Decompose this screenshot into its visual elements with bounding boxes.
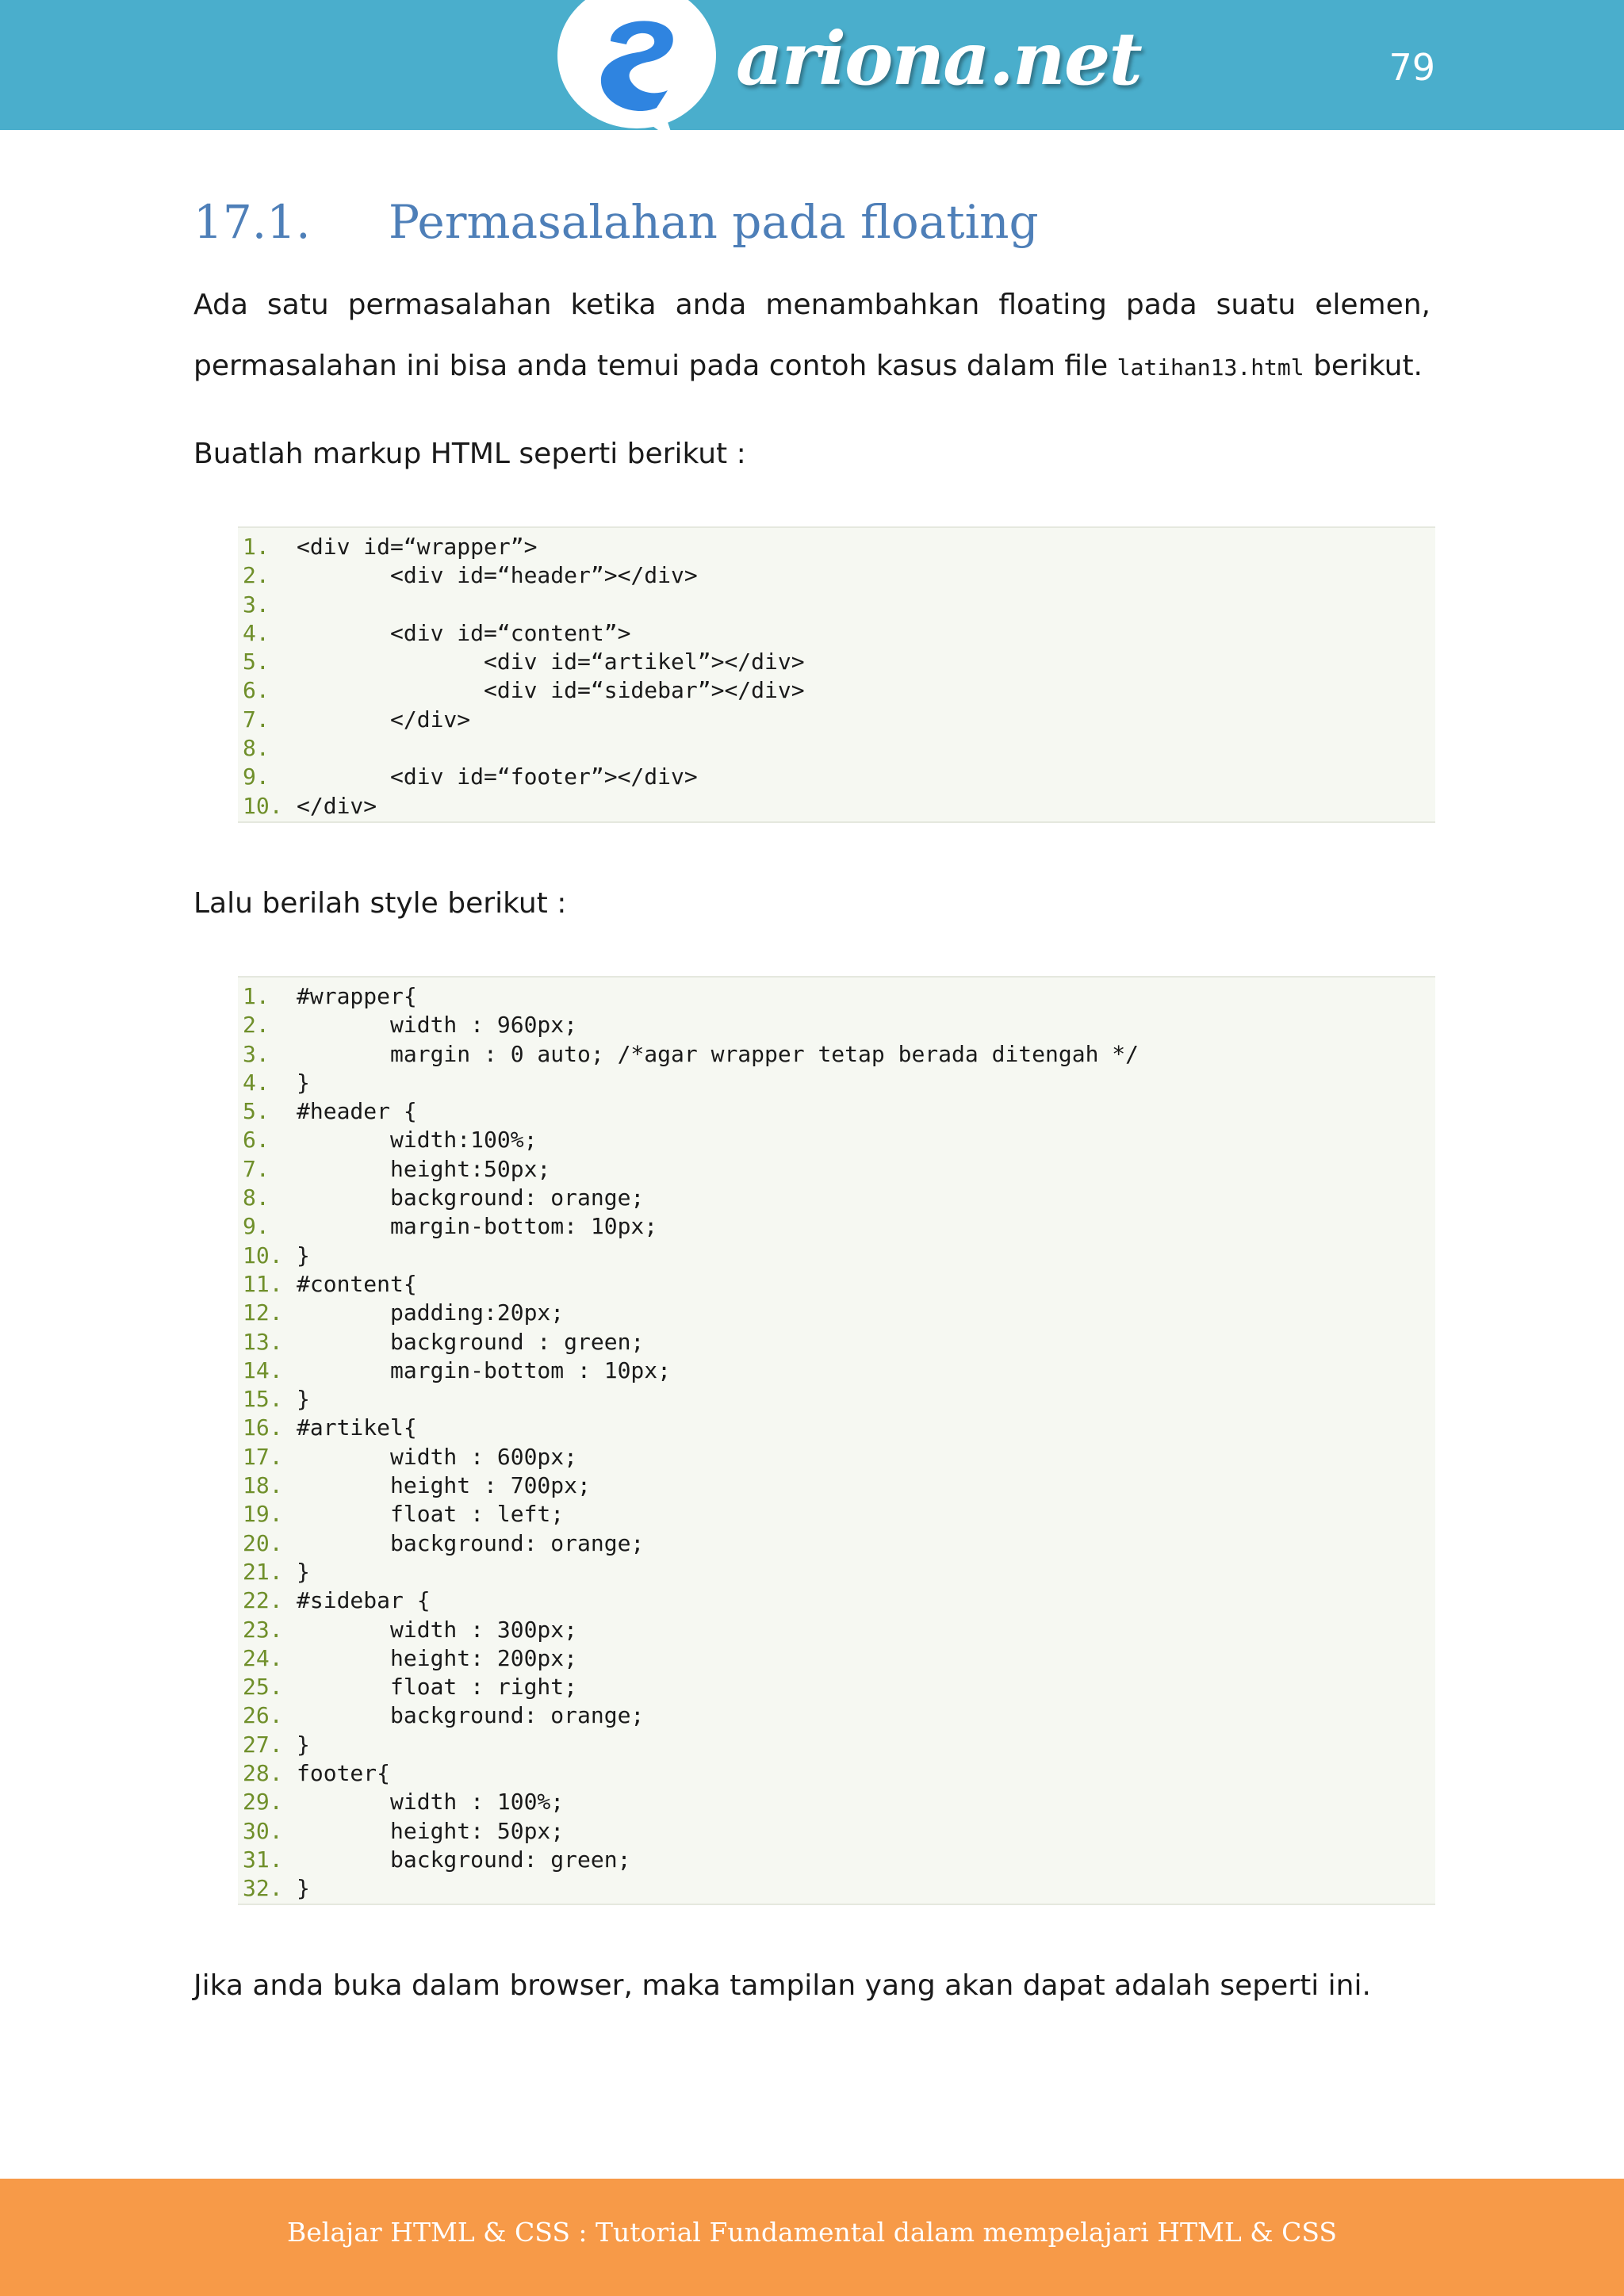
code-line <box>238 591 1435 619</box>
code-text: footer{ <box>297 1760 391 1787</box>
line-number: 9. <box>243 1213 270 1240</box>
line-number: 25. <box>243 1674 283 1701</box>
code-text: height:50px; <box>297 1155 551 1182</box>
line-number: 13. <box>243 1328 283 1355</box>
intro-line-2-end: berikut. <box>1304 350 1423 382</box>
code-text: } <box>297 1558 310 1585</box>
line-number: 6. <box>243 677 270 704</box>
code-line <box>238 1212 1435 1241</box>
code-text: background : green; <box>297 1328 645 1355</box>
line-number: 28. <box>243 1760 283 1787</box>
code-text: } <box>297 1875 310 1902</box>
code-text: } <box>297 1731 310 1758</box>
line-number: 27. <box>243 1731 283 1758</box>
code-text: width : 100%; <box>297 1789 565 1816</box>
code-line <box>238 648 1435 676</box>
line-number: 14. <box>243 1357 283 1383</box>
code-line <box>238 1759 1435 1788</box>
code-line <box>238 619 1435 648</box>
css-code-block <box>238 976 1435 1905</box>
code-line <box>238 1184 1435 1212</box>
line-number: 9. <box>243 763 270 790</box>
line-number: 26. <box>243 1702 283 1729</box>
code-text: <div id=“header”></div> <box>297 562 698 589</box>
code-text: padding:20px; <box>297 1299 565 1326</box>
line-number: 16. <box>243 1414 283 1441</box>
intro-line-1: Ada satu permasalahan ketika anda menambahkan floating pada suatu elemen, <box>193 289 1431 321</box>
code-text: height: 200px; <box>297 1644 578 1671</box>
filename-code: latihan13.html <box>1116 354 1304 381</box>
code-line <box>238 1414 1435 1442</box>
code-text: #content{ <box>297 1270 417 1297</box>
line-number: 8. <box>243 735 270 762</box>
code-text: width : 300px; <box>297 1616 578 1643</box>
line-number: 22. <box>243 1587 283 1614</box>
code-text: <div id=“wrapper”> <box>297 534 538 560</box>
line-number: 4. <box>243 1069 270 1096</box>
code-line <box>238 1558 1435 1586</box>
code-text: } <box>297 1386 310 1413</box>
line-number: 18. <box>243 1472 283 1499</box>
code-line <box>238 1586 1435 1615</box>
line-number: 19. <box>243 1501 283 1528</box>
logo-text: ariona.net <box>736 16 1141 101</box>
code-text: background: orange; <box>297 1529 645 1556</box>
code-line <box>238 1644 1435 1673</box>
code-text: <div id=“content”> <box>297 619 631 646</box>
code-line <box>238 1357 1435 1385</box>
code-line <box>238 1011 1435 1039</box>
section-title: Permasalahan pada floating <box>389 195 1039 249</box>
line-number: 23. <box>243 1616 283 1643</box>
code-line <box>238 1673 1435 1701</box>
code-text: margin-bottom : 10px; <box>297 1357 672 1383</box>
code-text: width:100%; <box>297 1127 538 1154</box>
line-number: 8. <box>243 1184 270 1211</box>
html-code-block <box>238 526 1435 823</box>
line-number: 21. <box>243 1558 283 1585</box>
line-number: 32. <box>243 1875 283 1902</box>
code-line <box>238 1443 1435 1471</box>
code-text: margin-bottom: 10px; <box>297 1213 658 1240</box>
code-line <box>238 1731 1435 1759</box>
line-number: 31. <box>243 1846 283 1873</box>
code-text: height: 50px; <box>297 1817 565 1844</box>
code-line <box>238 1616 1435 1644</box>
code-text: background: green; <box>297 1846 631 1873</box>
code-text: } <box>297 1069 310 1096</box>
site-logo <box>555 0 1141 151</box>
line-number: 30. <box>243 1817 283 1844</box>
intro-paragraph <box>193 274 1431 398</box>
line-number: 10. <box>243 792 283 819</box>
code-line <box>238 1817 1435 1846</box>
line-number: 4. <box>243 619 270 646</box>
code-text: width : 600px; <box>297 1443 578 1470</box>
line-number: 20. <box>243 1529 283 1556</box>
speech-bubble-logo-icon <box>555 0 718 141</box>
style-intro: Lalu berilah style berikut : <box>193 887 567 920</box>
line-number: 5. <box>243 1098 270 1125</box>
code-line <box>238 1500 1435 1529</box>
line-number: 15. <box>243 1386 283 1413</box>
line-number: 10. <box>243 1242 283 1269</box>
line-number: 5. <box>243 649 270 675</box>
code-text: #header { <box>297 1098 417 1125</box>
code-line <box>238 1242 1435 1270</box>
line-number: 17. <box>243 1443 283 1470</box>
line-number: 6. <box>243 1127 270 1154</box>
footer-text: Belajar HTML & CSS : Tutorial Fundamental dalam mempelajari HTML & CSS <box>287 2217 1337 2248</box>
page-number: 79 <box>1388 46 1435 89</box>
line-number: 1. <box>243 983 270 1009</box>
line-number: 7. <box>243 706 270 733</box>
line-number: 2. <box>243 1012 270 1039</box>
code-line <box>238 1846 1435 1874</box>
markup-intro: Buatlah markup HTML seperti berikut : <box>193 438 746 470</box>
code-text: <div id=“artikel”></div> <box>297 649 805 675</box>
code-line <box>238 1529 1435 1558</box>
code-line <box>238 734 1435 763</box>
code-text: height : 700px; <box>297 1472 591 1499</box>
code-line <box>238 1874 1435 1903</box>
code-line <box>238 1471 1435 1500</box>
code-text: float : right; <box>297 1674 578 1701</box>
code-line <box>238 1299 1435 1327</box>
code-line <box>238 706 1435 734</box>
code-text: </div> <box>297 706 471 733</box>
code-text: margin : 0 auto; /*agar wrapper tetap berada ditengah */ <box>297 1040 1139 1067</box>
code-line <box>238 1788 1435 1816</box>
code-line <box>238 533 1435 561</box>
line-number: 29. <box>243 1789 283 1816</box>
code-text: #wrapper{ <box>297 983 417 1009</box>
code-text: width : 960px; <box>297 1012 578 1039</box>
code-line <box>238 792 1435 821</box>
line-number: 1. <box>243 534 270 560</box>
code-text: #sidebar { <box>297 1587 431 1614</box>
intro-line-2-start: permasalahan ini bisa anda temui pada contoh kasus dalam file <box>193 350 1117 382</box>
section-heading <box>193 195 1431 249</box>
code-text: } <box>297 1242 310 1269</box>
code-line <box>238 1097 1435 1126</box>
code-line <box>238 1270 1435 1299</box>
code-line <box>238 1385 1435 1414</box>
code-text: </div> <box>297 792 377 819</box>
code-line <box>238 1126 1435 1154</box>
code-text: <div id=“sidebar”></div> <box>297 677 805 704</box>
code-line <box>238 1328 1435 1357</box>
line-number: 7. <box>243 1155 270 1182</box>
line-number: 24. <box>243 1644 283 1671</box>
line-number: 3. <box>243 591 270 618</box>
code-line <box>238 561 1435 590</box>
code-text: float : left; <box>297 1501 565 1528</box>
line-number: 12. <box>243 1299 283 1326</box>
code-line <box>238 1155 1435 1184</box>
code-line <box>238 1701 1435 1730</box>
code-text: background: orange; <box>297 1702 645 1729</box>
code-line <box>238 1040 1435 1069</box>
code-line <box>238 763 1435 791</box>
code-line <box>238 1069 1435 1097</box>
code-text: <div id=“footer”></div> <box>297 763 698 790</box>
code-line <box>238 676 1435 705</box>
result-intro: Jika anda buka dalam browser, maka tampilan yang akan dapat adalah seperti ini. <box>193 1969 1371 2002</box>
code-text: #artikel{ <box>297 1414 417 1441</box>
line-number: 3. <box>243 1040 270 1067</box>
code-text: background: orange; <box>297 1184 645 1211</box>
section-number: 17.1. <box>193 195 311 249</box>
line-number: 2. <box>243 562 270 589</box>
code-line <box>238 982 1435 1011</box>
line-number: 11. <box>243 1270 283 1297</box>
